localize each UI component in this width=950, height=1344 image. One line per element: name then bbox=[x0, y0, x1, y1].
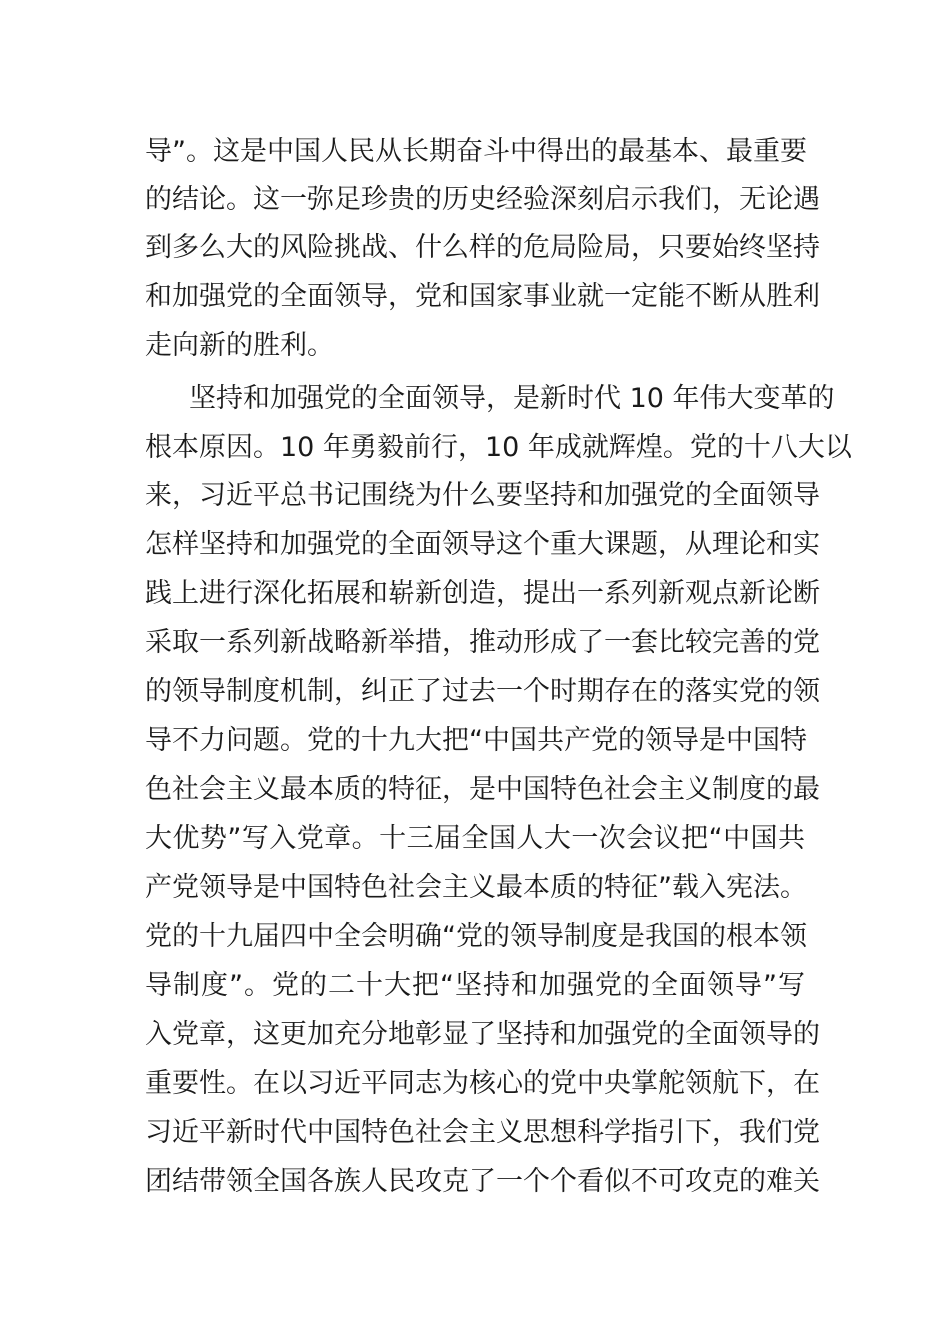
text-line: 来，习近平总书记围绕为什么要坚持和加强党的全面领导 bbox=[145, 480, 820, 511]
text-line: 产党领导是中国特色社会主义最本质的特征”载入宪法。 bbox=[145, 872, 807, 903]
paragraph-first-line: 坚持和加强党的全面领导，是新时代 10 年伟大变革的 bbox=[189, 383, 835, 414]
text-line: 大优势”写入党章。十三届全国人大一次会议把“中国共 bbox=[145, 823, 805, 854]
text-line: 导不力问题。党的十九大把“中国共产党的领导是中国特 bbox=[145, 725, 807, 756]
text-line: 色社会主义最本质的特征，是中国特色社会主义制度的最 bbox=[145, 774, 820, 805]
text-line: 的结论。这一弥足珍贵的历史经验深刻启示我们，无论遇 bbox=[145, 184, 820, 215]
text-line: 党的十九届四中全会明确“党的领导制度是我国的根本领 bbox=[145, 921, 807, 952]
text-line: 走向新的胜利。 bbox=[145, 330, 334, 361]
text-line: 导制度”。党的二十大把“坚持和加强党的全面领导”写 bbox=[145, 970, 805, 1001]
text-line: 采取一系列新战略新举措，推动形成了一套比较完善的党 bbox=[145, 627, 820, 658]
text-line: 团结带领全国各族人民攻克了一个个看似不可攻克的难关 bbox=[145, 1166, 820, 1197]
text-line: 践上进行深化拓展和崭新创造，提出一系列新观点新论断 bbox=[145, 578, 820, 609]
text-line: 怎样坚持和加强党的全面领导这个重大课题，从理论和实 bbox=[145, 529, 820, 560]
text-line: 和加强党的全面领导，党和国家事业就一定能不断从胜利 bbox=[145, 281, 820, 312]
text-line: 的领导制度机制，纠正了过去一个时期存在的落实党的领 bbox=[145, 676, 820, 707]
text-line: 重要性。在以习近平同志为核心的党中央掌舵领航下，在 bbox=[145, 1068, 820, 1099]
text-line: 到多么大的风险挑战、什么样的危局险局，只要始终坚持 bbox=[145, 232, 820, 263]
text-line: 习近平新时代中国特色社会主义思想科学指引下，我们党 bbox=[145, 1117, 820, 1148]
text-line: 入党章，这更加充分地彰显了坚持和加强党的全面领导的 bbox=[145, 1019, 820, 1050]
text-line: 根本原因。10 年勇毅前行，10 年成就辉煌。党的十八大以 bbox=[145, 432, 852, 463]
text-line: 导”。这是中国人民从长期奋斗中得出的最基本、最重要 bbox=[145, 136, 807, 167]
